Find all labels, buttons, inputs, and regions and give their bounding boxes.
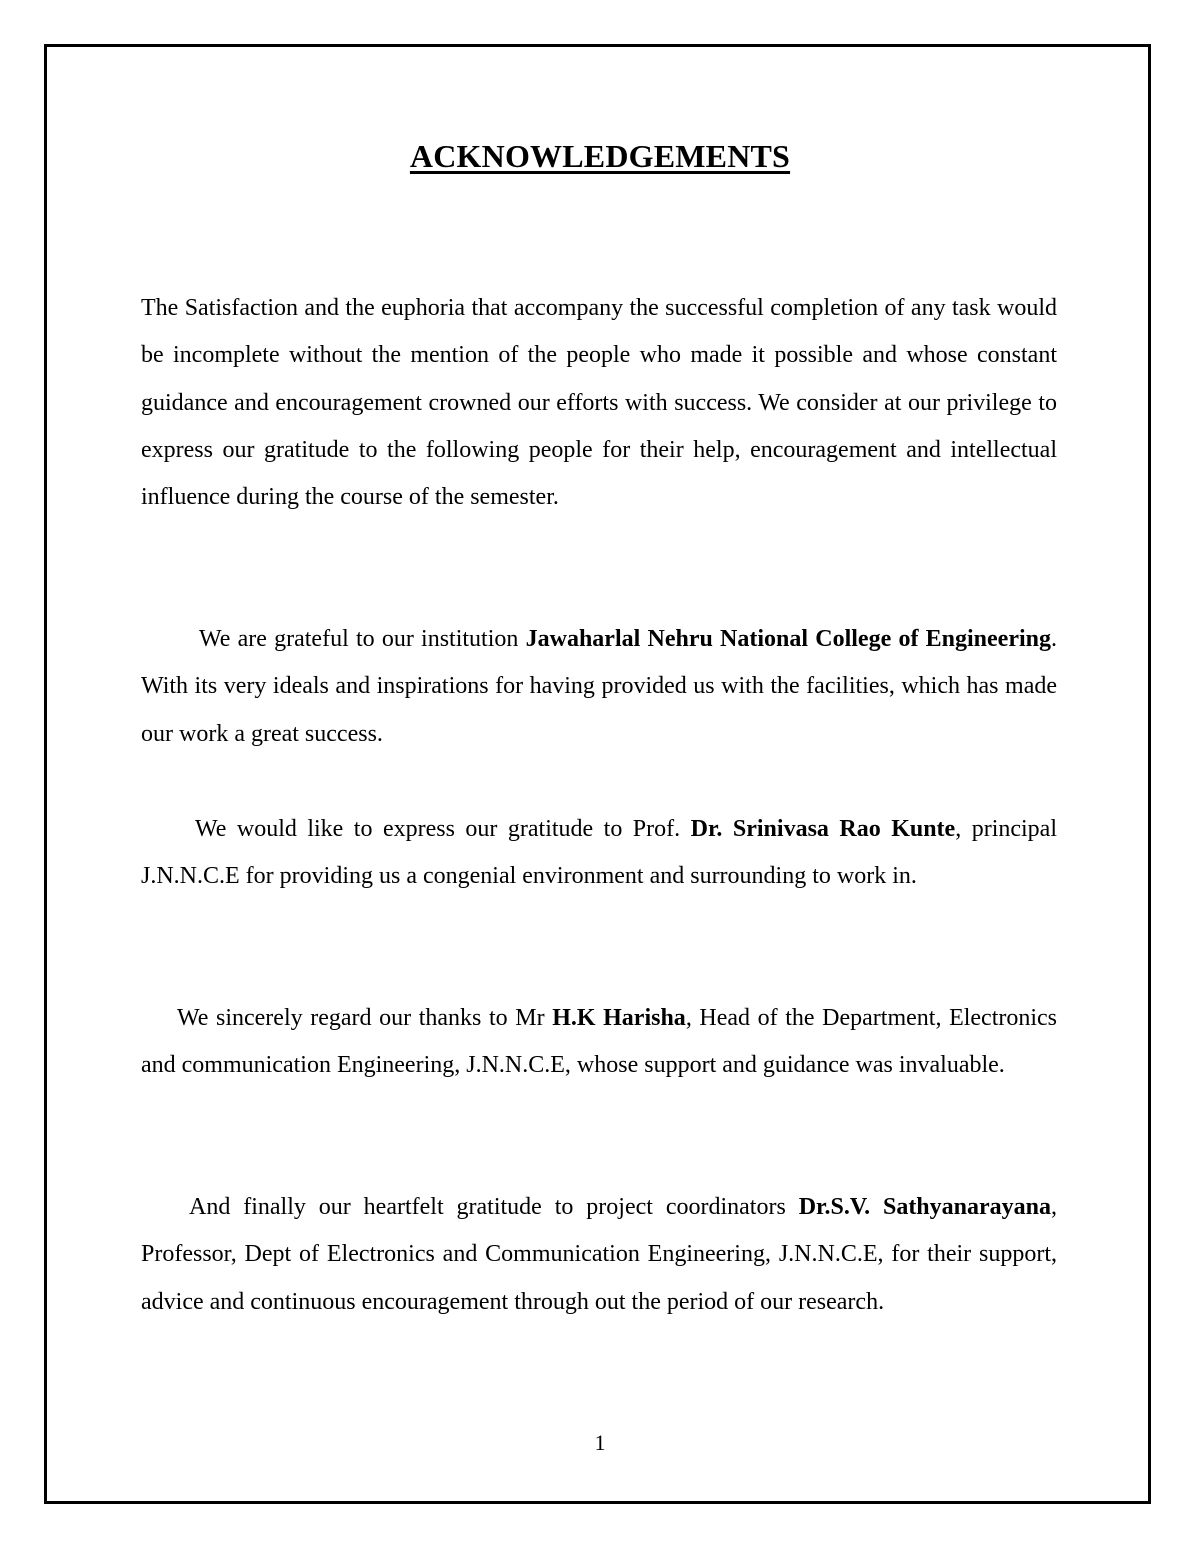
institution-name: Jawaharlal Nehru National College of Engineering <box>525 626 1051 652</box>
paragraph-coordinators <box>141 1184 1057 1326</box>
paragraph-coordinators-lead: And finally our heartfelt gratitude to project coordinators <box>189 1194 799 1220</box>
paragraph-principal-lead: We would like to express our gratitude to Prof. <box>195 816 691 842</box>
paragraph-intro <box>141 285 1057 521</box>
paragraph-principal <box>141 806 1057 901</box>
page-number: 1 <box>594 1430 606 1455</box>
paragraph-institution-tail: . With its very ideals and inspirations for having provided us with the facilities, which has made our work a great success. <box>141 626 1057 747</box>
hod-name: H.K Harisha <box>552 1005 686 1031</box>
paragraph-institution <box>141 616 1057 758</box>
paragraph-hod <box>141 995 1057 1090</box>
paragraph-principal-tail: , principal J.N.N.C.E for providing us a congenial environment and surrounding to work in. <box>141 816 1057 890</box>
page-title: ACKNOWLEDGEMENTS <box>409 138 791 174</box>
paragraph-coordinators-tail: , Professor, Dept of Electronics and Communication Engineering, J.N.N.C.E, for their support, advice and continuous encouragement through out the period of our research. <box>141 1194 1058 1315</box>
coordinator-name: Dr.S.V. Sathyanarayana <box>798 1194 1052 1220</box>
paragraph-intro-text: The Satisfaction and the euphoria that accompany the successful completion of any task would be incomplete without the mention of the people who made it possible and whose constant guidance and encouragement crowned our efforts with success. We consider at our privilege to express our gratitude to the following people for their help, encouragement and intellectual influence during the course of the semester. <box>141 295 1057 511</box>
paragraph-hod-lead: We sincerely regard our thanks to Mr <box>177 1005 553 1031</box>
paragraph-institution-lead: We are grateful to our institution <box>199 626 526 652</box>
paragraph-hod-tail: , Head of the Department, Electronics and communication Engineering, J.N.N.C.E, whose support and guidance was invaluable. <box>141 1005 1058 1079</box>
principal-name: Dr. Srinivasa Rao Kunte <box>690 816 956 842</box>
